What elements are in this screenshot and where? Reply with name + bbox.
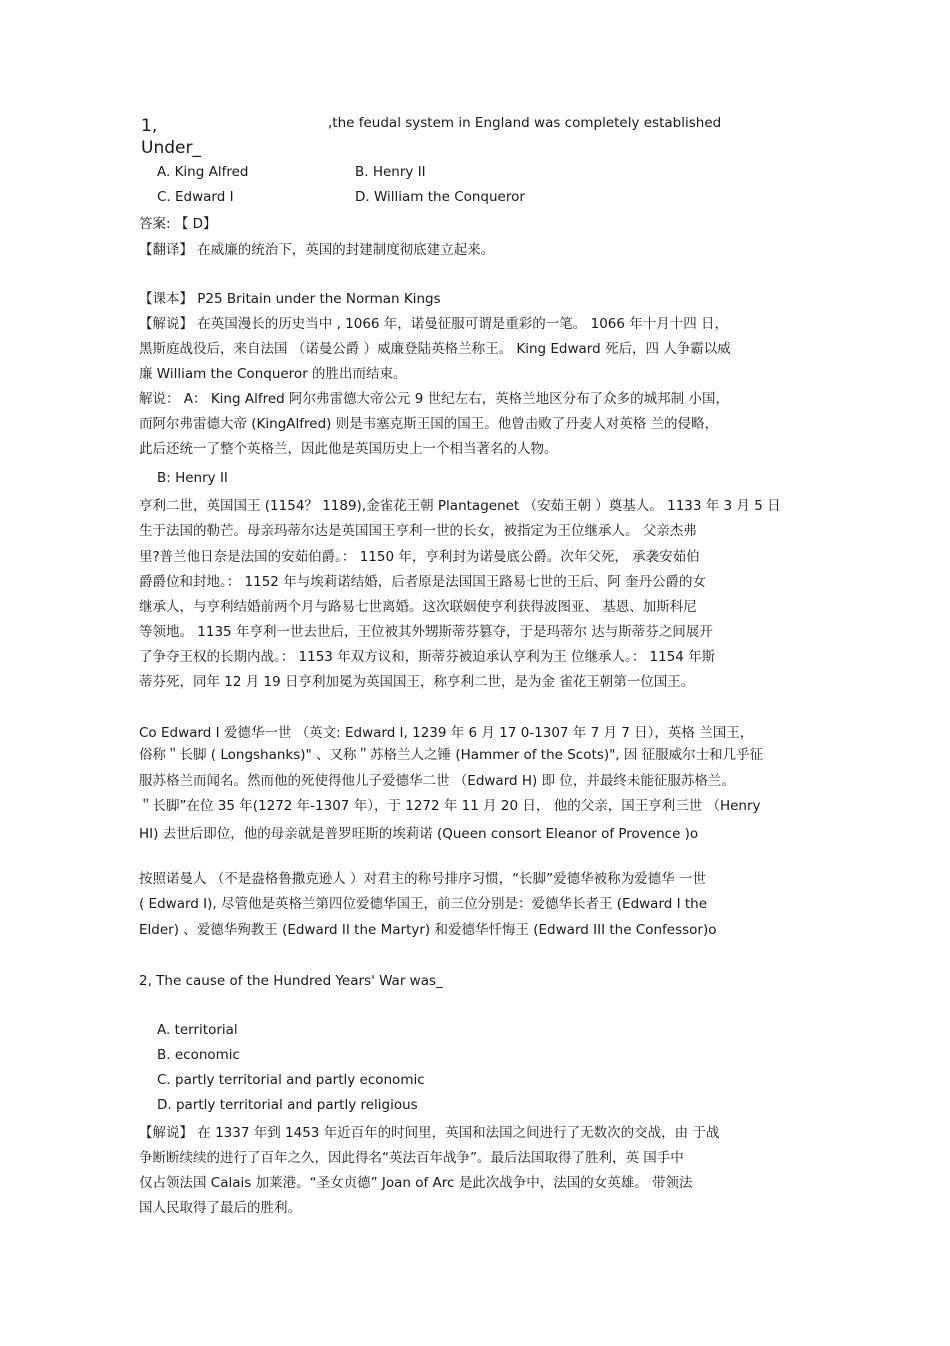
- option-b-heading: B: Henry II: [157, 470, 228, 486]
- question-2-option-a: A. territorial: [157, 1022, 238, 1038]
- question-2-explanation-line: 仅占领法国 Calais 加莱港。“圣女贞德” Joan of Arc 是此次战争中，法国的女英雄。 带领法: [139, 1175, 693, 1191]
- question-2-explanation-line: 争断断续续的进行了百年之久，因此得名“英法百年战争”。最后法国取得了胜利，英 国手中: [139, 1150, 684, 1166]
- option-b-note-line: 爵爵位和封地。： 1152 年与埃莉诺结婚，后者原是法国国王路易七世的王后、阿 奎丹公爵的女: [139, 574, 706, 590]
- question-1-translation: 【翻译】 在威廉的统治下，英国的封建制度彻底建立起来。: [139, 242, 495, 258]
- question-1-option-c: C. Edward I: [157, 189, 234, 205]
- question-2-explanation-line: 国人民取得了最后的胜利。: [139, 1200, 301, 1216]
- option-b-note-line: 了争夺王权的长期内战。： 1153 年双方议和，斯蒂芬被迫承认亨利为王 位继承人。： 1154 年斯: [139, 649, 716, 665]
- question-1-stem: ,the feudal system in England was completely established: [328, 115, 722, 131]
- question-1-explanation-line: 黑斯庭战役后，来自法国 （诺曼公爵 ）威廉登陆英格兰称王。 King Edward 死后，四 人争霸以威: [139, 341, 731, 357]
- option-b-note-line: 里?普兰他日奈是法国的安茹伯爵。： 1150 年，亨利封为诺曼底公爵。次年父死， 承袭安茹伯: [139, 549, 700, 565]
- question-2-explanation-line: 【解说】 在 1337 年到 1453 年近百年的时间里，英国和法国之间进行了无数次的交战，由 于战: [139, 1125, 720, 1141]
- option-c-note-line: Co Edward I 爱德华一世 （英文: Edward I, 1239 年 6 月 17 0-1307 年 7 月 7 日），英格 兰国王，: [139, 725, 754, 741]
- question-1-option-d: D. William the Conqueror: [355, 189, 525, 205]
- question-1-explanation-line: 【解说】 在英国漫长的历史当中 , 1066 年，诺曼征服可谓是重彩的一笔。 1066 年十月十四 日，: [139, 316, 729, 332]
- question-1-option-b: B. Henry II: [355, 164, 426, 180]
- question-1-textbook-ref: 【课本】 P25 Britain under the Norman Kings: [139, 291, 441, 307]
- option-a-note-line: 而阿尔弗雷德大帝 (KingAlfred) 则是韦塞克斯王国的国王。他曾击败了丹麦人对英格 兰的侵略，: [139, 416, 719, 432]
- option-a-note-line: 解说： A： King Alfred 阿尔弗雷德大帝公元 9 世纪左右，英格兰地区分布了众多的城邦制 小国，: [139, 391, 729, 407]
- option-b-note-line: 继承人，与亨利结婚前两个月与路易七世离婚。这次联姻使亨利获得波图亚、 基恩、加斯科尼: [139, 599, 697, 615]
- question-2-option-b: B. economic: [157, 1047, 240, 1063]
- question-2-option-c: C. partly territorial and partly economic: [157, 1072, 425, 1088]
- option-b-note-line: 蒂芬死，同年 12 月 19 日亨利加冕为英国国王，称亨利二世，是为金 雀花王朝第一位国王。: [139, 674, 695, 690]
- question-1-option-a: A. King Alfred: [157, 164, 249, 180]
- option-c-note-line: HI) 去世后即位，他的母亲就是普罗旺斯的埃莉诺 (Queen consort Eleanor of Provence )o: [139, 826, 699, 842]
- naming-note-line: ( Edward I), 尽管他是英格兰第四位爱德华国王，前三位分别是：爱德华长者王 (Edward I the: [139, 896, 708, 912]
- question-2-stem: 2, The cause of the Hundred Years' War was_: [139, 973, 443, 989]
- option-a-note-line: 此后还统一了整个英格兰，因此他是英国历史上一个相当著名的人物。: [139, 441, 558, 457]
- question-1-number: 1,: [141, 116, 158, 136]
- question-2-option-d: D. partly territorial and partly religious: [157, 1097, 418, 1113]
- naming-note-line: 按照诺曼人 （不是盎格鲁撒克逊人 ）对君主的称号排序习惯，“长脚”爱德华被称为爱德华 一世: [139, 871, 706, 887]
- option-c-note-line: 服苏格兰而闻名。然而他的死使得他儿子爱德华二世 （Edward H) 即 位，并最终未能征服苏格兰。: [139, 773, 735, 789]
- option-b-note-line: 等领地。 1135 年亨利一世去世后，王位被其外甥斯蒂芬篡夺，于是玛蒂尔 达与斯蒂芬之间展开: [139, 624, 713, 640]
- option-c-note-line: 俗称＂长脚 ( Longshanks)" 、又称＂苏格兰人之锤 (Hammer of the Scots)", 因 征服威尔士和几乎征: [139, 747, 764, 763]
- naming-note-line: Elder) 、爱德华殉教王 (Edward II the Martyr) 和爱德华忏悔王 (Edward III the Confessor)o: [139, 922, 717, 938]
- option-c-note-line: ＂长脚”在位 35 年(1272 年-1307 年），于 1272 年 11 月 20 日， 他的父亲，国王亨利三世 （Henry: [139, 798, 761, 814]
- question-1-explanation-line: 廉 William the Conqueror 的胜出而结束。: [139, 366, 407, 382]
- question-1-answer: 答案: 【 D】: [139, 216, 217, 232]
- option-b-note-line: 亨利二世，英国国王 (1154？ 1189),金雀花王朝 Plantagenet （安茹王朝 ）奠基人。 1133 年 3 月 5 日: [139, 498, 781, 514]
- question-1-under: Under_: [141, 138, 201, 158]
- option-b-note-line: 生于法国的勒芒。母亲玛蒂尔达是英国国王亨利一世的长女，被指定为王位继承人。 父亲杰弗: [139, 523, 697, 539]
